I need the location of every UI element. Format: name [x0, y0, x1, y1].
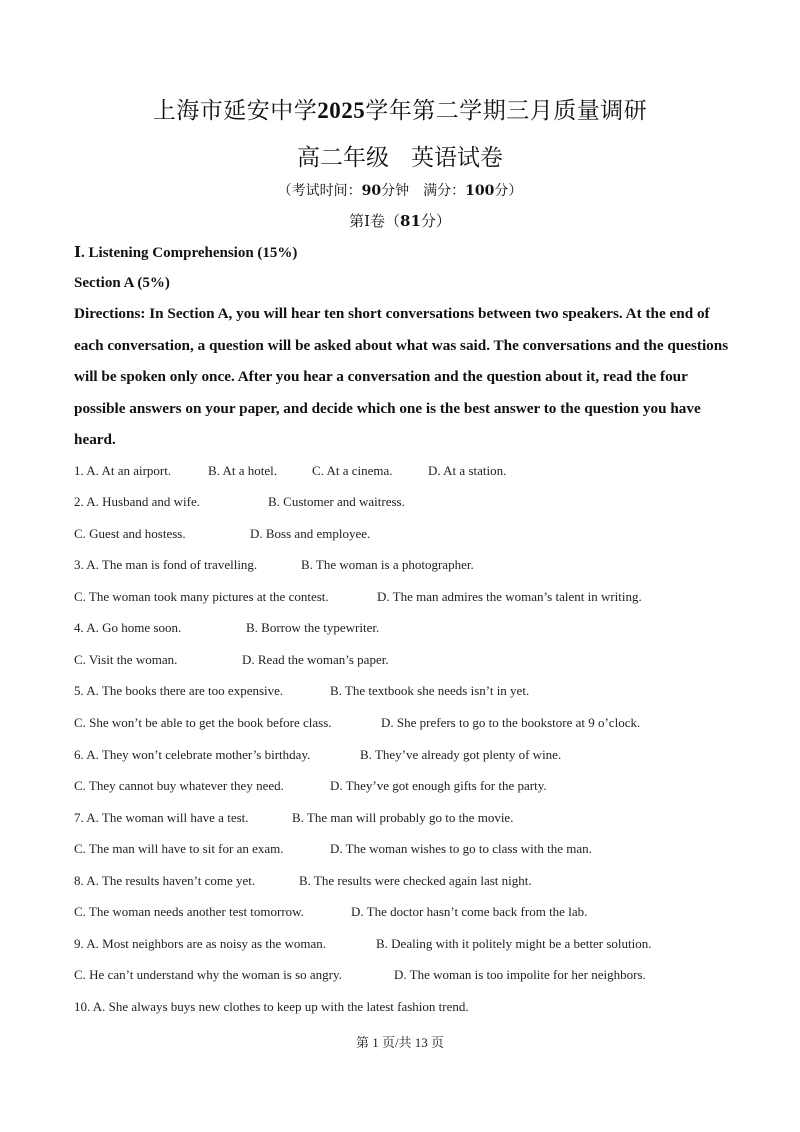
exam-title [0, 92, 800, 125]
subtitle-grade: 高二年级 [297, 145, 389, 171]
q1-option-a: 1. A. At an airport. [74, 463, 172, 478]
q3-option-d: D. The man admires the woman’s talent in writing. [377, 589, 642, 604]
title-year: 2025 [317, 98, 366, 123]
q10-option-a: 10. A. She always buys new clothes to keep up with the latest fashion trend. [74, 999, 469, 1014]
question-5 [74, 683, 529, 699]
directions-text: Directions: In Section A, you will hear ten short conversations between two speakers. At the end of each conversation, a question will be asked about what was said. The conversations and the questions will be spoken only once. After you hear a conversation and the question about it, read the four possible answers on your paper, and decide which one is the best answer to the question you have heard. [74, 305, 729, 448]
q6-option-b: B. They’ve already got plenty of wine. [360, 747, 562, 762]
volume-label: 第Ⅰ卷（ [349, 212, 401, 230]
question-6 [74, 747, 561, 763]
q5-option-d: D. She prefers to go to the bookstore at 9 o’clock. [381, 715, 641, 730]
question-3 [74, 557, 474, 573]
full-score-unit: 分） [494, 183, 523, 199]
q7-option-d: D. The woman wishes to go to class with the man. [330, 841, 592, 856]
q6-option-c: C. They cannot buy whatever they need. [74, 778, 284, 793]
q8-option-d: D. The doctor hasn’t come back from the lab. [351, 904, 588, 919]
title-school: 上海市延安中学 [152, 98, 318, 124]
q4-option-c: C. Visit the woman. [74, 652, 178, 667]
exam-info [0, 180, 800, 200]
page-number: 第 1 页/共 13 页 [355, 1035, 445, 1050]
question-7 [74, 810, 513, 826]
question-3-cont [74, 589, 642, 605]
q4-option-a: 4. A. Go home soon. [74, 620, 182, 635]
volume-heading [0, 210, 800, 231]
q8-option-b: B. The results were checked again last night. [299, 873, 532, 888]
q1-option-d: D. At a station. [428, 463, 507, 478]
q6-option-d: D. They’ve got enough gifts for the party. [330, 778, 547, 793]
question-10 [74, 999, 469, 1015]
question-9 [74, 936, 652, 952]
q4-option-d: D. Read the woman’s paper. [242, 652, 389, 667]
exam-time-label: （考试时间： [277, 183, 362, 199]
question-9-cont [74, 967, 646, 983]
q9-option-b: B. Dealing with it politely might be a better solution. [376, 936, 652, 951]
q7-option-a: 7. A. The woman will have a test. [74, 810, 249, 825]
question-2-cont [74, 526, 370, 542]
volume-unit: 分） [420, 212, 451, 230]
q4-option-b: B. Borrow the typewriter. [246, 620, 380, 635]
q2-option-c: C. Guest and hostess. [74, 526, 186, 541]
q1-option-c: C. At a cinema. [312, 463, 393, 478]
section-listening-title: Ⅰ. Listening Comprehension (15%) [74, 245, 298, 261]
q5-option-b: B. The textbook she needs isn’t in yet. [330, 683, 530, 698]
q3-option-a: 3. A. The man is fond of travelling. [74, 557, 258, 572]
q9-option-d: D. The woman is too impolite for her neighbors. [394, 967, 646, 982]
q7-option-c: C. The man will have to sit for an exam. [74, 841, 284, 856]
question-5-cont [74, 715, 640, 731]
question-4 [74, 620, 379, 636]
exam-time-value: 90 [361, 183, 382, 199]
exam-time-unit: 分钟 满分： [381, 183, 466, 199]
title-term: 学年第二学期三月质量调研 [365, 98, 648, 124]
question-6-cont [74, 778, 547, 794]
full-score-value: 100 [465, 183, 495, 199]
q8-option-a: 8. A. The results haven’t come yet. [74, 873, 256, 888]
question-2 [74, 494, 405, 510]
exam-subtitle [0, 139, 800, 172]
q6-option-a: 6. A. They won’t celebrate mother’s birthday. [74, 747, 311, 762]
q9-option-c: C. He can’t understand why the woman is so angry. [74, 967, 342, 982]
volume-score: 81 [400, 212, 421, 230]
q2-option-a: 2. A. Husband and wife. [74, 494, 201, 509]
q8-option-c: C. The woman needs another test tomorrow. [74, 904, 304, 919]
question-7-cont [74, 841, 592, 857]
question-8-cont [74, 904, 587, 920]
q3-option-b: B. The woman is a photographer. [301, 557, 474, 572]
question-4-cont [74, 652, 389, 668]
q9-option-a: 9. A. Most neighbors are as noisy as the woman. [74, 936, 327, 951]
q3-option-c: C. The woman took many pictures at the contest. [74, 589, 329, 604]
question-1 [74, 463, 506, 479]
q5-option-c: C. She won’t be able to get the book before class. [74, 715, 332, 730]
q2-option-b: B. Customer and waitress. [268, 494, 405, 509]
q7-option-b: B. The man will probably go to the movie. [292, 810, 514, 825]
q2-option-d: D. Boss and employee. [250, 526, 371, 541]
question-8 [74, 873, 532, 889]
subtitle-subject: 英语试卷 [411, 145, 503, 171]
section-a-title: Section A (5%) [74, 275, 170, 291]
q1-option-b: B. At a hotel. [208, 463, 277, 478]
q5-option-a: 5. A. The books there are too expensive. [74, 683, 284, 698]
